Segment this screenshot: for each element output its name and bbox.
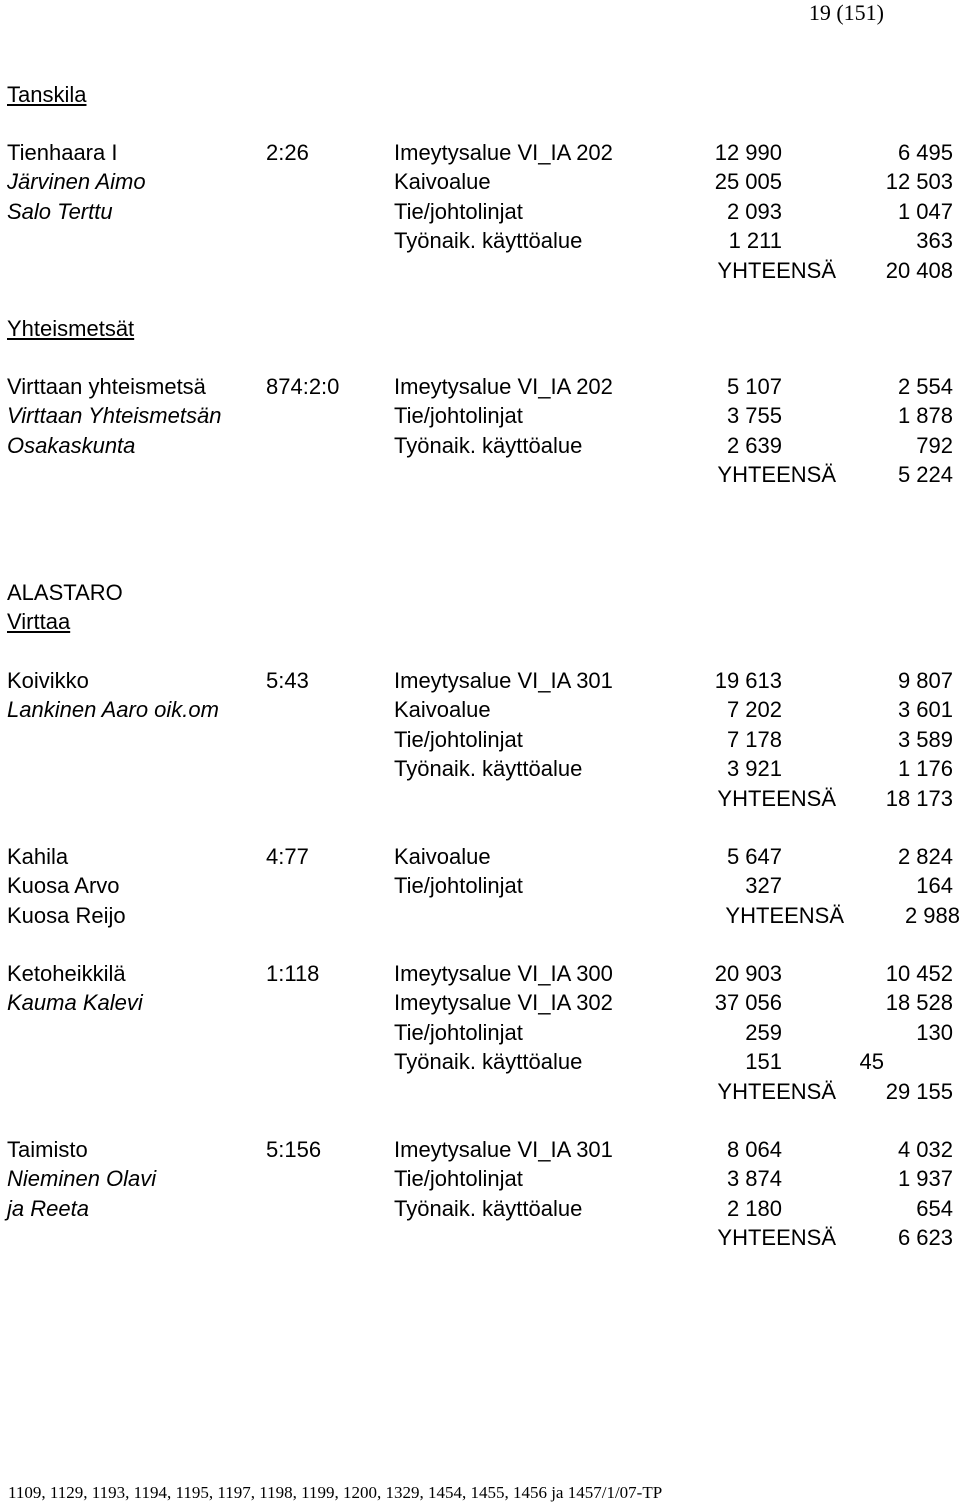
parcel-id: 874:2:0 <box>266 374 340 399</box>
area-value: 3 921 <box>726 756 782 782</box>
compensation-value: 2 554 <box>897 374 953 399</box>
area-value: 37 056 <box>714 990 782 1016</box>
total-value: 5 224 <box>897 462 953 488</box>
compensation-value: 654 <box>916 1195 953 1221</box>
area-value: 25 005 <box>714 169 782 195</box>
area-type: Tie/johtolinjat <box>394 198 523 224</box>
total-label: YHTEENSÄ <box>717 462 836 488</box>
area-type: Työnaik. käyttöalue <box>394 228 583 254</box>
compensation-value: 12 503 <box>885 169 953 195</box>
owner-name: Lankinen Aaro oik.om <box>7 697 219 723</box>
area-value: 3 755 <box>726 403 782 429</box>
property-name: Taimisto <box>7 1137 88 1162</box>
compensation-value: 18 528 <box>885 990 953 1016</box>
area-value: 2 180 <box>726 1195 782 1221</box>
total-label: YHTEENSÄ <box>717 257 836 283</box>
compensation-value: 10 452 <box>885 961 953 986</box>
area-type: Kaivoalue <box>394 169 491 195</box>
area-value: 7 202 <box>726 697 782 723</box>
parcel-id: 1:118 <box>266 961 320 986</box>
page-number: 19 (151) <box>808 0 884 25</box>
area-value: 5 107 <box>726 374 782 399</box>
total-value: 6 623 <box>897 1225 953 1251</box>
compensation-value: 45 <box>859 1049 884 1075</box>
area-type: Imeytysalue VI_IA 300 <box>394 961 613 986</box>
area-value: 7 178 <box>726 726 782 752</box>
owner-name: ja Reeta <box>7 1195 89 1221</box>
area-type: Tie/johtolinjat <box>394 403 523 429</box>
area-type: Imeytysalue VI_IA 202 <box>394 140 613 165</box>
area-value: 8 064 <box>726 1137 782 1162</box>
area-value: 12 990 <box>714 140 782 165</box>
property-name: Ketoheikkilä <box>7 961 126 986</box>
area-value: 2 093 <box>726 198 782 224</box>
total-value: 20 408 <box>885 257 953 283</box>
area-type: Työnaik. käyttöalue <box>394 432 583 458</box>
total-value: 18 173 <box>885 785 953 811</box>
total-label: YHTEENSÄ <box>717 1078 836 1104</box>
area-value: 19 613 <box>714 668 782 693</box>
total-value: 29 155 <box>885 1078 953 1104</box>
parcel-id: 5:43 <box>266 668 309 693</box>
compensation-value: 6 495 <box>897 140 953 165</box>
parcel-id: 5:156 <box>266 1137 322 1162</box>
compensation-value: 1 047 <box>897 198 953 224</box>
area-type: Tie/johtolinjat <box>394 873 523 899</box>
owner-name: Kauma Kalevi <box>7 990 143 1016</box>
compensation-value: 4 032 <box>897 1137 953 1162</box>
owner-name: Järvinen Aimo <box>7 169 146 195</box>
footer-reference: 1109, 1129, 1193, 1194, 1195, 1197, 1198, 1199, 1200, 1329, 1454, 1455, 1456 ja 1457/1/07-TP <box>8 1483 663 1502</box>
area-value: 5 647 <box>726 844 782 869</box>
compensation-value: 2 824 <box>897 844 953 869</box>
owner-name: Kuosa Reijo <box>7 902 126 928</box>
area-type: Imeytysalue VI_IA 302 <box>394 990 613 1016</box>
area-type: Imeytysalue VI_IA 202 <box>394 374 613 399</box>
area-value: 151 <box>745 1049 782 1075</box>
property-name: Kahila <box>7 844 69 869</box>
heading-virttaa: Virttaa <box>7 609 71 634</box>
compensation-value: 130 <box>916 1019 953 1045</box>
area-type: Kaivoalue <box>394 697 491 723</box>
area-value: 20 903 <box>714 961 782 986</box>
owner-name: Nieminen Olavi <box>7 1166 157 1192</box>
property-name: Koivikko <box>7 668 89 693</box>
owner-name: Kuosa Arvo <box>7 873 120 899</box>
compensation-value: 1 176 <box>897 756 953 782</box>
heading-yhteismetsat: Yhteismetsät <box>7 316 135 341</box>
heading-tanskila: Tanskila <box>7 82 87 107</box>
property-name: Virttaan yhteismetsä <box>7 374 206 399</box>
area-type: Tie/johtolinjat <box>394 1019 523 1045</box>
compensation-value: 164 <box>916 873 953 899</box>
area-type: Imeytysalue VI_IA 301 <box>394 1137 613 1162</box>
compensation-value: 3 589 <box>897 726 953 752</box>
heading-alastaro: ALASTARO <box>7 580 123 605</box>
compensation-value: 3 601 <box>897 697 953 723</box>
area-value: 3 874 <box>726 1166 782 1192</box>
area-type: Työnaik. käyttöalue <box>394 1195 583 1221</box>
area-type: Tie/johtolinjat <box>394 726 523 752</box>
total-label: YHTEENSÄ <box>717 785 836 811</box>
area-type: Imeytysalue VI_IA 301 <box>394 668 613 693</box>
area-type: Työnaik. käyttöalue <box>394 1049 583 1075</box>
total-label: YHTEENSÄ <box>717 1225 836 1251</box>
area-value: 327 <box>745 873 782 899</box>
compensation-value: 792 <box>916 432 953 458</box>
area-value: 259 <box>745 1019 782 1045</box>
area-type: Tie/johtolinjat <box>394 1166 523 1192</box>
compensation-value: 9 807 <box>897 668 953 693</box>
area-type: Kaivoalue <box>394 844 491 869</box>
owner-name: Virttaan Yhteismetsän <box>7 403 222 429</box>
owner-name: Salo Terttu <box>7 198 113 224</box>
total-value: 2 988 <box>904 902 960 928</box>
parcel-id: 4:77 <box>266 844 309 869</box>
owner-name: Osakaskunta <box>7 432 136 458</box>
compensation-value: 1 937 <box>897 1166 953 1192</box>
parcel-id: 2:26 <box>266 140 309 165</box>
area-value: 2 639 <box>726 432 782 458</box>
area-value: 1 211 <box>728 228 782 254</box>
area-type: Työnaik. käyttöalue <box>394 756 583 782</box>
compensation-value: 1 878 <box>897 403 953 429</box>
property-name: Tienhaara I <box>7 140 118 165</box>
compensation-value: 363 <box>916 228 953 254</box>
total-label: YHTEENSÄ <box>725 902 844 928</box>
